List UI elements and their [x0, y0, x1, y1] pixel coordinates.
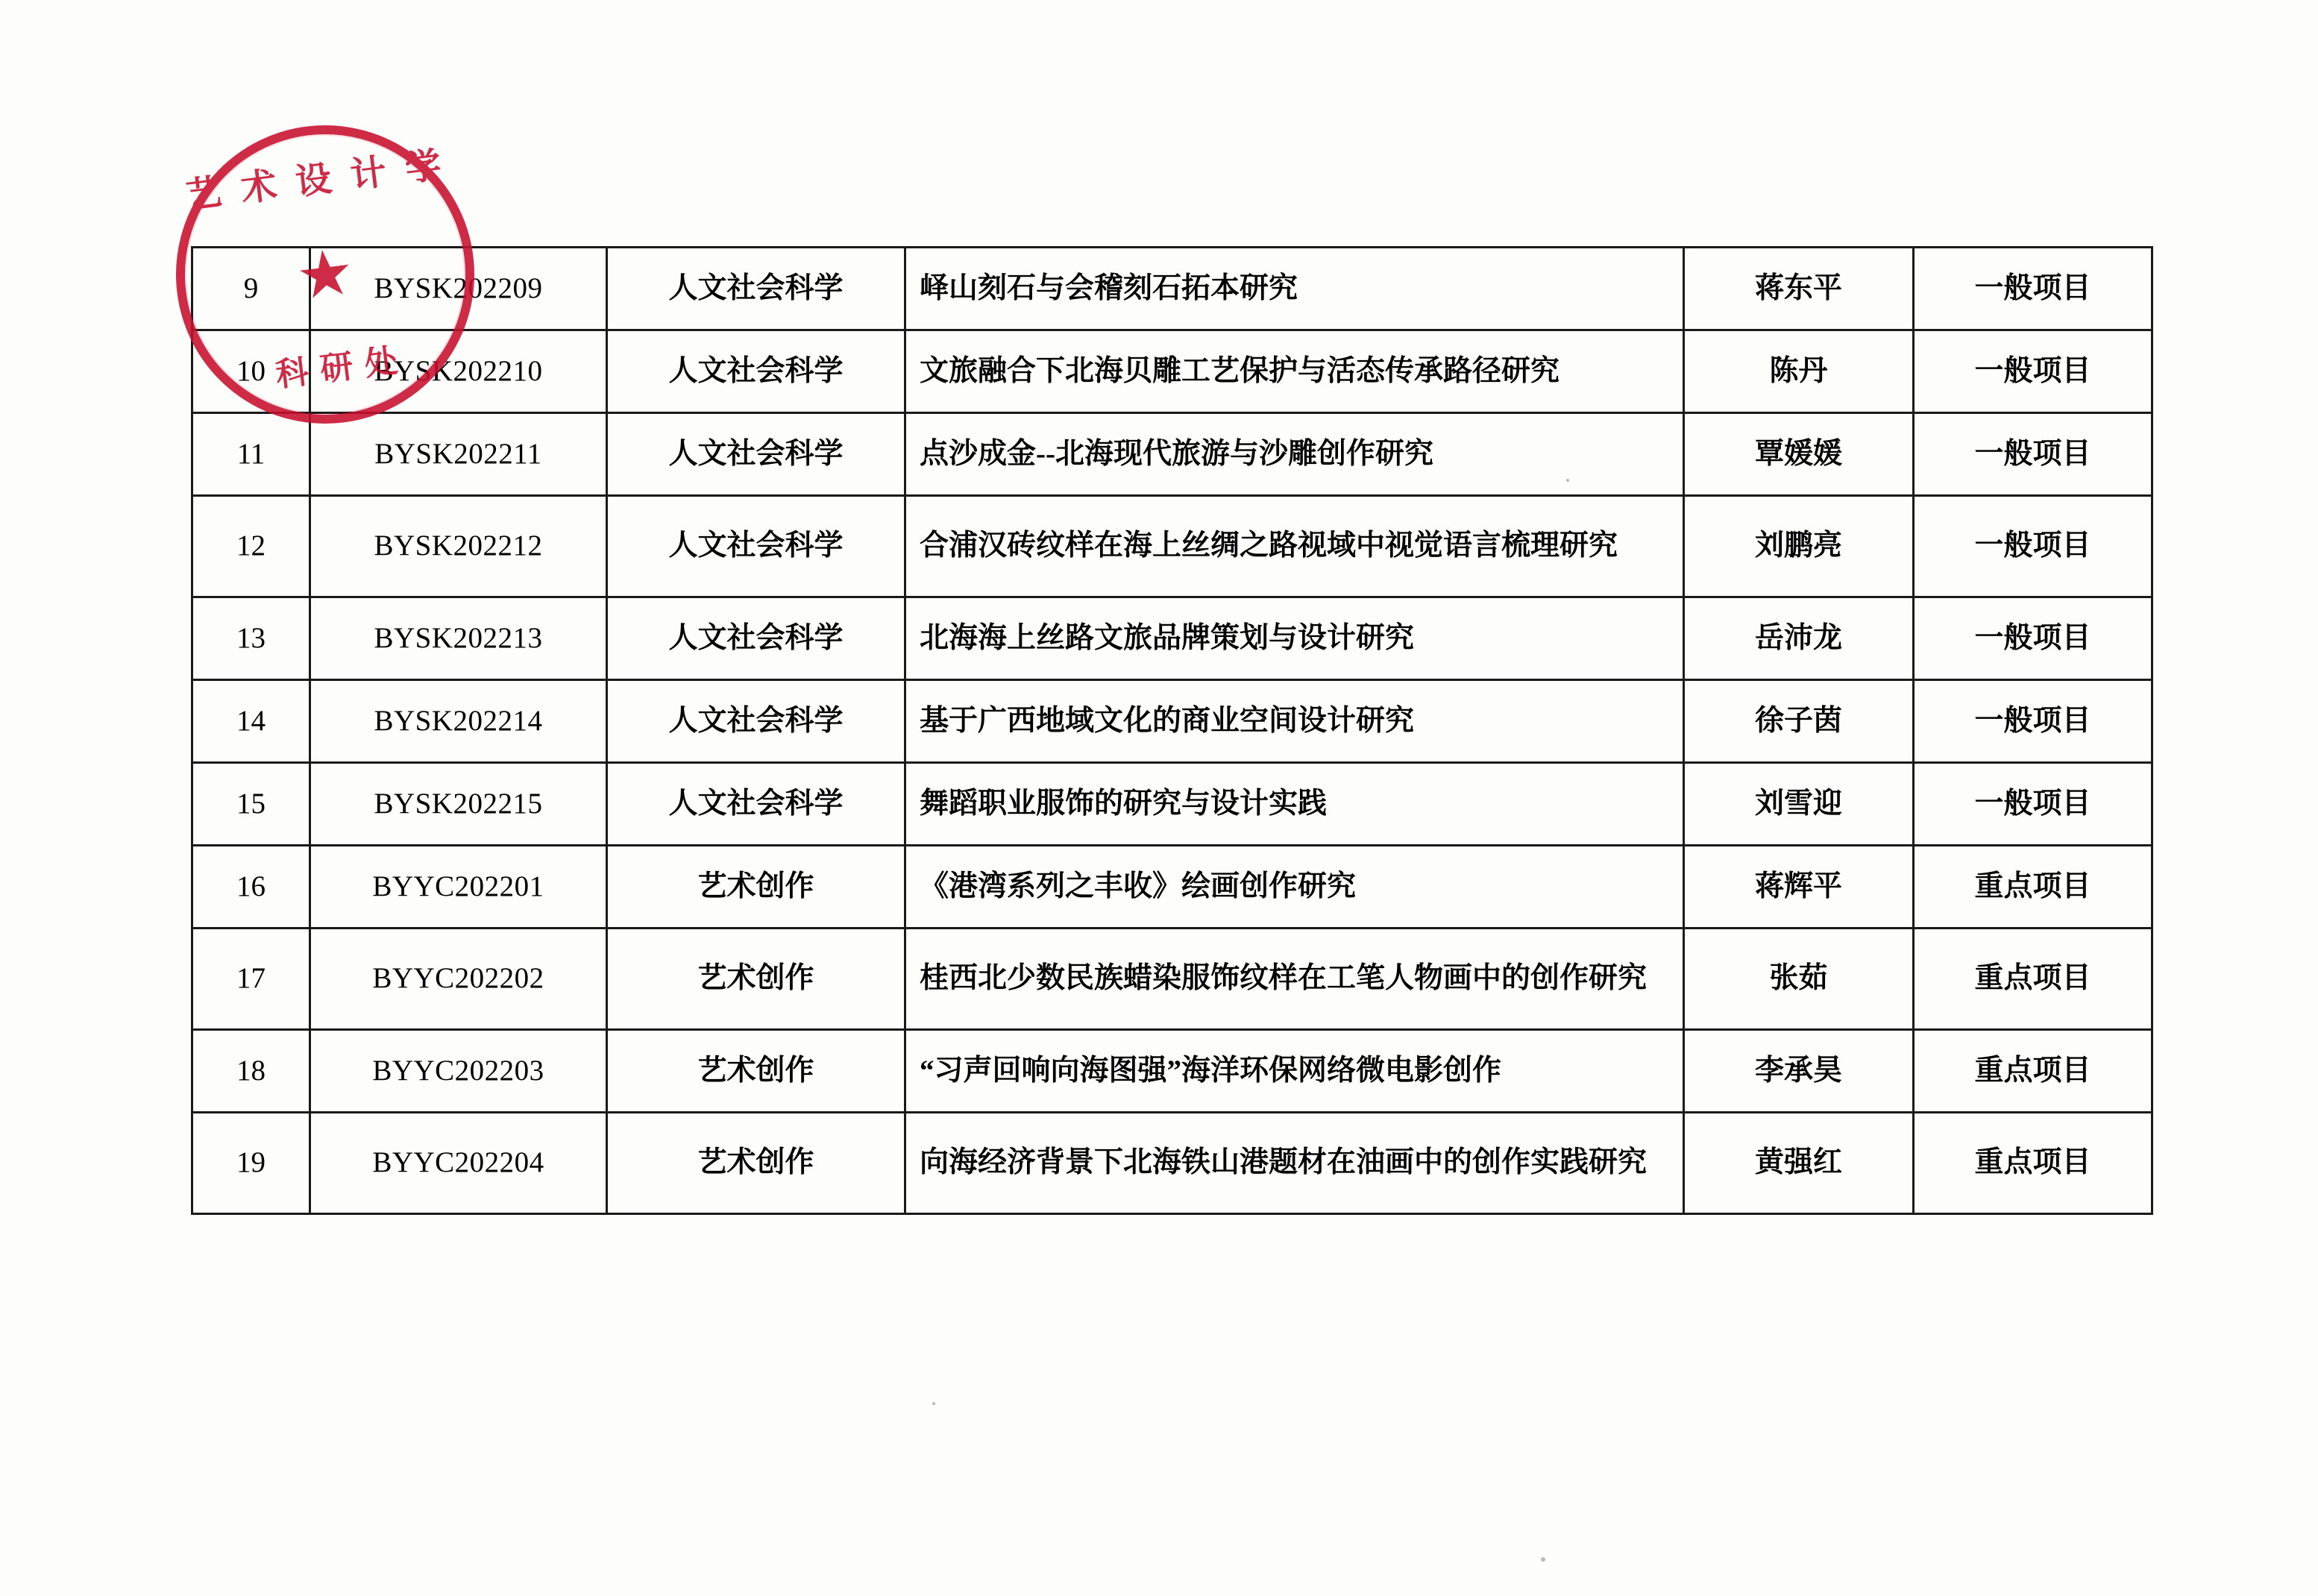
cell-project-code: BYYC202202: [310, 929, 607, 1030]
cell-project-type: 一般项目: [1914, 763, 2152, 846]
seal-bottom-text: 科研处: [274, 341, 412, 394]
seal-star-icon: ★: [292, 235, 359, 314]
cell-index: 14: [192, 680, 310, 763]
cell-project-type: 一般项目: [1914, 680, 2152, 763]
cell-person: 黄强红: [1684, 1113, 1914, 1214]
cell-project-code: BYSK202210: [310, 330, 607, 413]
cell-category: 艺术创作: [607, 1113, 905, 1214]
table-row: [192, 1030, 2152, 1113]
cell-index: 9: [192, 248, 310, 330]
cell-project-type: 一般项目: [1914, 413, 2152, 496]
cell-title: “习声回响向海图强”海洋环保网络微电影创作: [905, 1030, 1684, 1113]
cell-title: 桂西北少数民族蜡染服饰纹样在工笔人物画中的创作研究: [905, 929, 1684, 1030]
cell-category: 人文社会科学: [607, 330, 905, 413]
cell-category: 人文社会科学: [607, 496, 905, 597]
project-table-container: [191, 246, 2151, 1215]
cell-index: 12: [192, 496, 310, 597]
cell-index: 17: [192, 929, 310, 1030]
cell-category: 人文社会科学: [607, 680, 905, 763]
cell-project-code: BYYC202203: [310, 1030, 607, 1113]
cell-person: 李承昊: [1684, 1030, 1914, 1113]
cell-index: 13: [192, 597, 310, 680]
cell-person: 徐子茵: [1684, 680, 1914, 763]
table-row: [192, 413, 2152, 496]
cell-project-type: 一般项目: [1914, 330, 2152, 413]
cell-title: 基于广西地域文化的商业空间设计研究: [905, 680, 1684, 763]
cell-person: 刘雪迎: [1684, 763, 1914, 846]
cell-index: 11: [192, 413, 310, 496]
cell-project-code: BYSK202214: [310, 680, 607, 763]
cell-project-code: BYSK202211: [310, 413, 607, 496]
cell-title: 向海经济背景下北海铁山港题材在油画中的创作实践研究: [905, 1113, 1684, 1214]
cell-category: 人文社会科学: [607, 597, 905, 680]
cell-index: 10: [192, 330, 310, 413]
cell-index: 19: [192, 1113, 310, 1214]
cell-project-type: 重点项目: [1914, 1030, 2152, 1113]
seal-top-text: 艺术设计学: [183, 143, 463, 216]
table-row: [192, 929, 2152, 1030]
cell-project-code: BYYC202204: [310, 1113, 607, 1214]
cell-person: 张茹: [1684, 929, 1914, 1030]
cell-person: 岳沛龙: [1684, 597, 1914, 680]
cell-project-type: 重点项目: [1914, 1113, 2152, 1214]
cell-person: 覃媛媛: [1684, 413, 1914, 496]
cell-project-type: 一般项目: [1914, 597, 2152, 680]
project-list-table: [191, 246, 2153, 1215]
cell-index: 15: [192, 763, 310, 846]
cell-project-type: 重点项目: [1914, 846, 2152, 929]
table-row: [192, 1113, 2152, 1214]
cell-project-code: BYSK202215: [310, 763, 607, 846]
cell-project-code: BYSK202213: [310, 597, 607, 680]
cell-project-code: BYYC202201: [310, 846, 607, 929]
cell-project-type: 重点项目: [1914, 929, 2152, 1030]
cell-title: 《港湾系列之丰收》绘画创作研究: [905, 846, 1684, 929]
table-row: [192, 597, 2152, 680]
cell-project-code: BYSK202209: [310, 248, 607, 330]
table-row: [192, 248, 2152, 330]
cell-project-type: 一般项目: [1914, 248, 2152, 330]
cell-person: 蒋辉平: [1684, 846, 1914, 929]
cell-title: 合浦汉砖纹样在海上丝绸之路视域中视觉语言梳理研究: [905, 496, 1684, 597]
cell-person: 蒋东平: [1684, 248, 1914, 330]
cell-category: 人文社会科学: [607, 413, 905, 496]
cell-project-code: BYSK202212: [310, 496, 607, 597]
cell-category: 人文社会科学: [607, 763, 905, 846]
table-row: [192, 330, 2152, 413]
cell-person: 刘鹏亮: [1684, 496, 1914, 597]
cell-person: 陈丹: [1684, 330, 1914, 413]
cell-title: 舞蹈职业服饰的研究与设计实践: [905, 763, 1684, 846]
cell-category: 人文社会科学: [607, 248, 905, 330]
table-body: [192, 248, 2152, 1214]
cell-title: 文旅融合下北海贝雕工艺保护与活态传承路径研究: [905, 330, 1684, 413]
scan-speck: [932, 1402, 935, 1405]
cell-index: 18: [192, 1030, 310, 1113]
cell-title: 峄山刻石与会稽刻石拓本研究: [905, 248, 1684, 330]
cell-title: 北海海上丝路文旅品牌策划与设计研究: [905, 597, 1684, 680]
cell-index: 16: [192, 846, 310, 929]
scan-speck: [1541, 1557, 1545, 1562]
table-row: [192, 496, 2152, 597]
table-row: [192, 763, 2152, 846]
cell-title: 点沙成金--北海现代旅游与沙雕创作研究: [905, 413, 1684, 496]
cell-category: 艺术创作: [607, 929, 905, 1030]
table-row: [192, 846, 2152, 929]
table-row: [192, 680, 2152, 763]
cell-category: 艺术创作: [607, 846, 905, 929]
scan-speck: [1566, 479, 1569, 482]
cell-project-type: 一般项目: [1914, 496, 2152, 597]
cell-category: 艺术创作: [607, 1030, 905, 1113]
